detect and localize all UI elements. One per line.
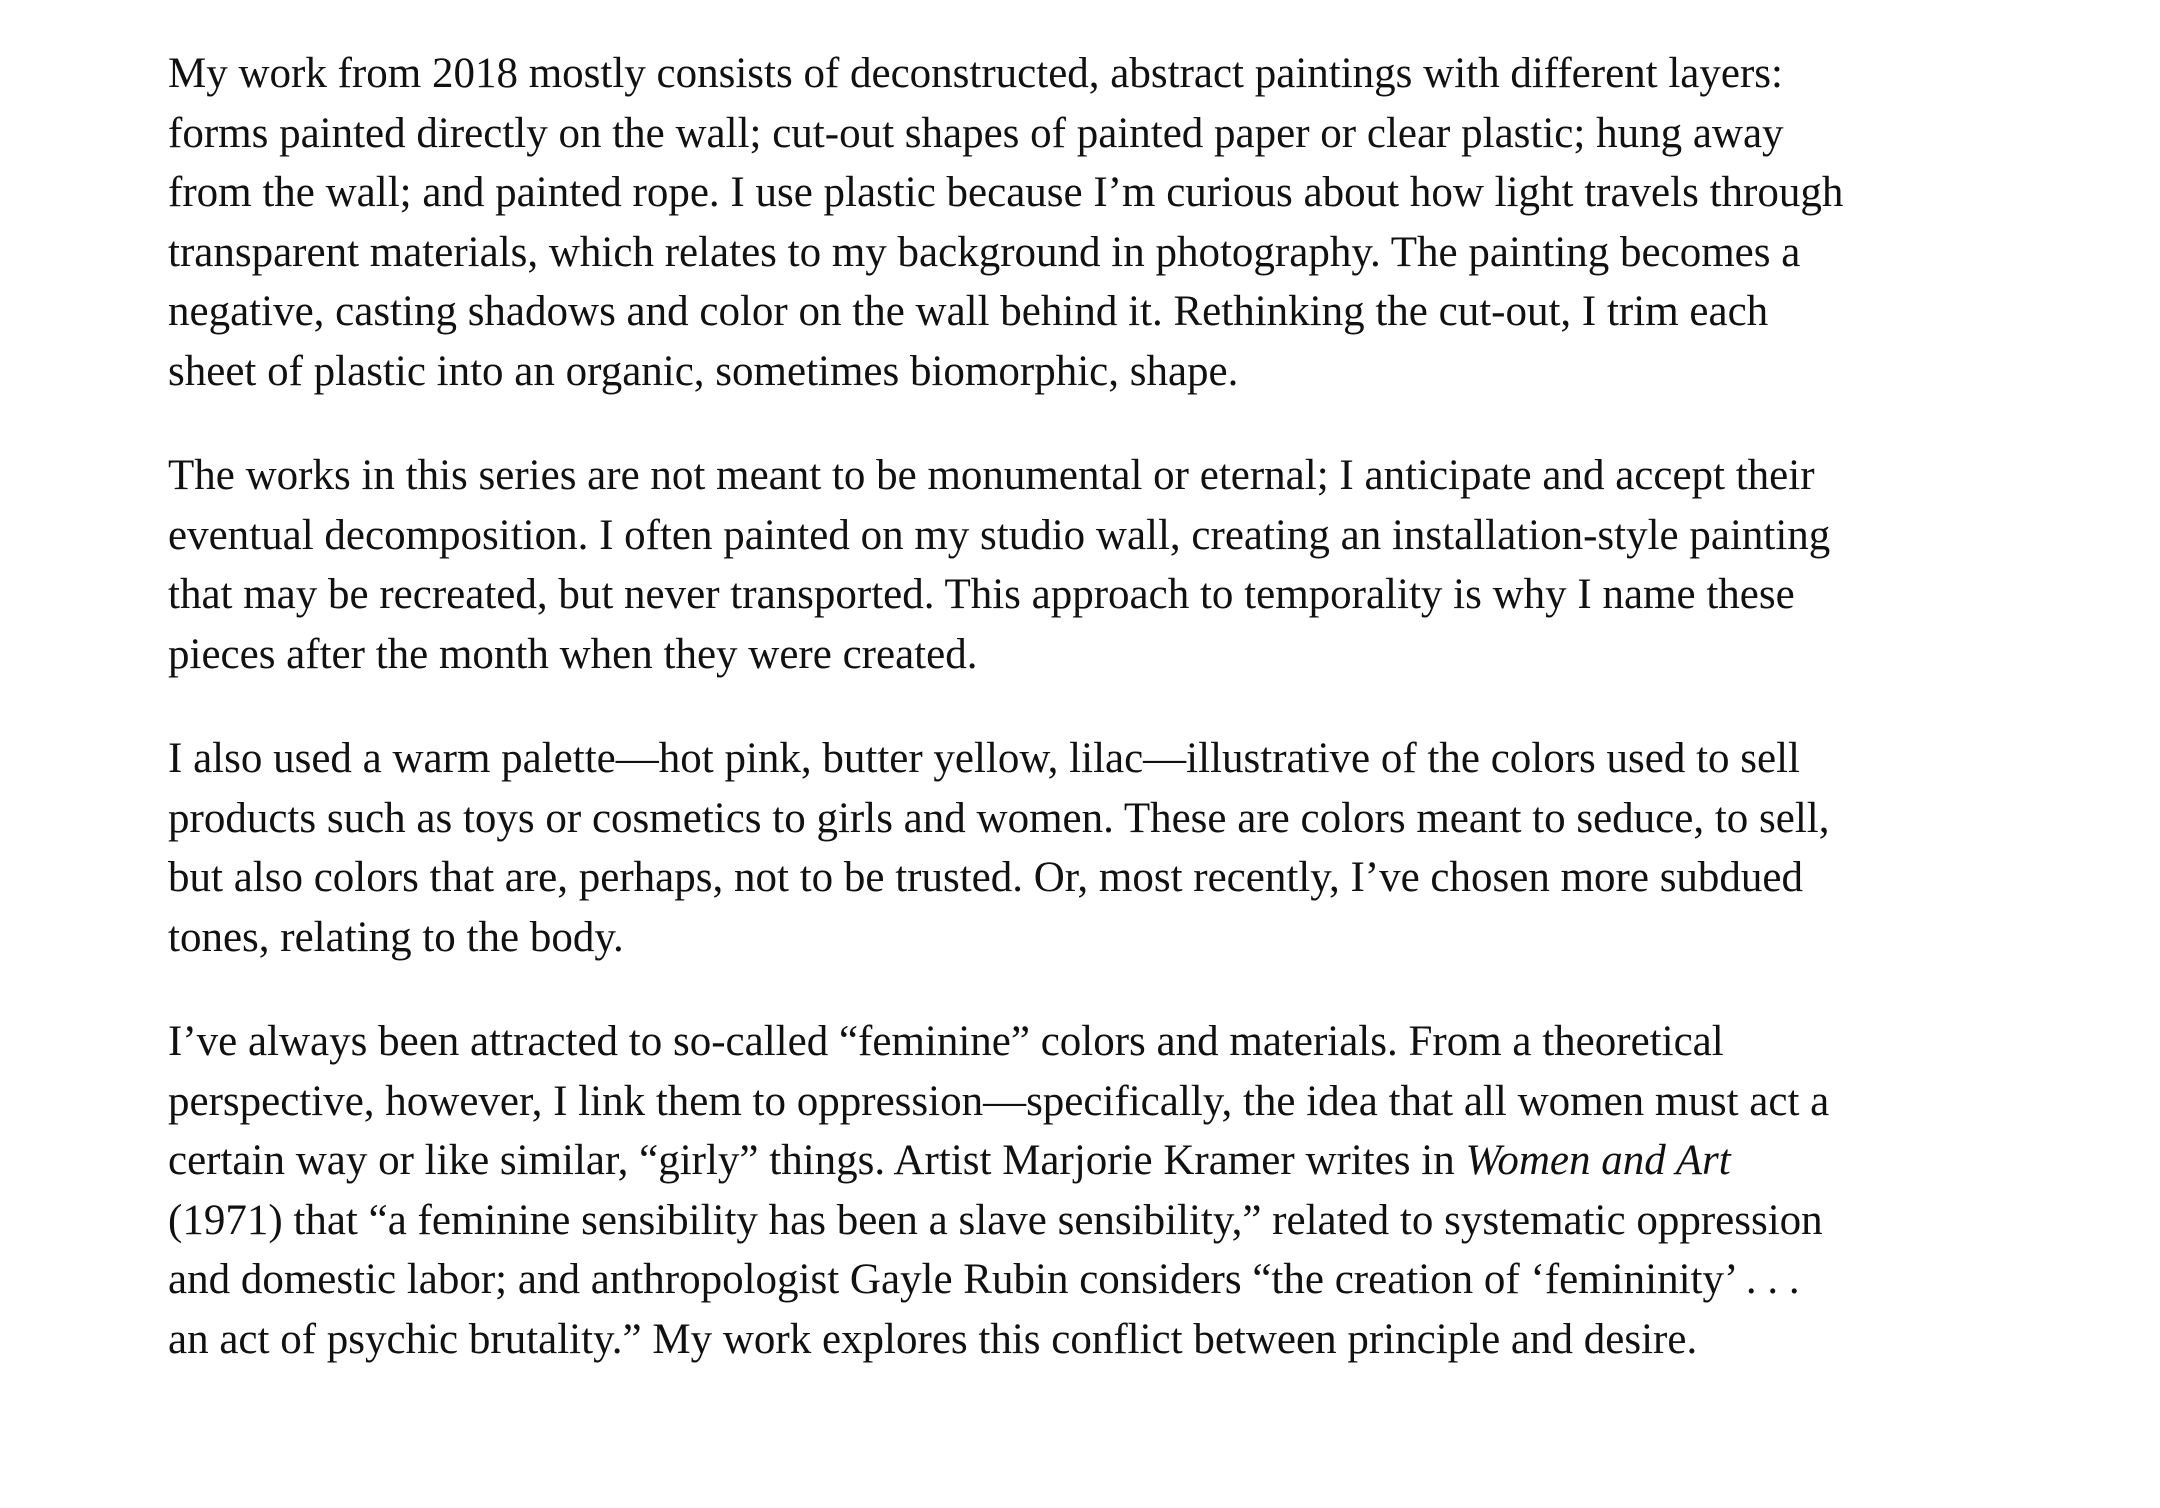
text-line: pieces after the month when they were created.	[168, 630, 978, 678]
text-line: and domestic labor; and anthropologist Gayle Rubin considers “the creation of ‘femininity’ . . .	[168, 1256, 1800, 1303]
paragraph-4	[168, 1012, 2028, 1369]
text-line: negative, casting shadows and color on the wall behind it. Rethinking the cut-out, I trim each	[168, 288, 1769, 335]
text-line: transparent materials, which relates to my background in photography. The painting becomes a	[168, 228, 1801, 276]
text-line: I’ve always been attracted to so-called “feminine” colors and materials. From a theoretical	[168, 1018, 1724, 1065]
text-line: that may be recreated, but never transported. This approach to temporality is why I name these	[168, 571, 1795, 618]
text-line: an act of psychic brutality.” My work explores this conflict between principle and desire.	[168, 1315, 1698, 1363]
book-title: Women and Art	[1465, 1137, 1731, 1184]
text-line: The works in this series are not meant to be monumental or eternal; I anticipate and accept their	[168, 452, 1815, 499]
paragraph-3	[168, 729, 2028, 967]
text-line: eventual decomposition. I often painted on my studio wall, creating an installation-style painting	[168, 511, 1831, 559]
paragraph-2	[168, 446, 2028, 684]
text-run: certain way or like similar, “girly” things. Artist Marjorie Kramer writes in	[168, 1137, 1466, 1184]
text-line	[168, 1131, 2028, 1191]
text-line: (1971) that “a feminine sensibility has been a slave sensibility,” related to systematic oppression	[168, 1196, 1823, 1244]
text-line: products such as toys or cosmetics to girls and women. These are colors meant to seduce, to sell,	[168, 794, 1830, 842]
text-line: My work from 2018 mostly consists of deconstructed, abstract paintings with different layers:	[168, 50, 1783, 97]
artist-statement	[168, 44, 2028, 1369]
text-line: sheet of plastic into an organic, sometimes biomorphic, shape.	[168, 347, 1239, 395]
text-line: from the wall; and painted rope. I use plastic because I’m curious about how light travels through	[168, 169, 1844, 216]
text-line: I also used a warm palette—hot pink, butter yellow, lilac—illustrative of the colors used to sell	[168, 735, 1801, 782]
text-line: but also colors that are, perhaps, not to be trusted. Or, most recently, I’ve chosen more subdued	[168, 854, 1804, 901]
text-line: perspective, however, I link them to oppression—specifically, the idea that all women must act a	[168, 1077, 1830, 1125]
text-line: forms painted directly on the wall; cut-out shapes of painted paper or clear plastic; hung away	[168, 109, 1784, 157]
text-line: tones, relating to the body.	[168, 913, 624, 961]
paragraph-1	[168, 44, 2028, 401]
